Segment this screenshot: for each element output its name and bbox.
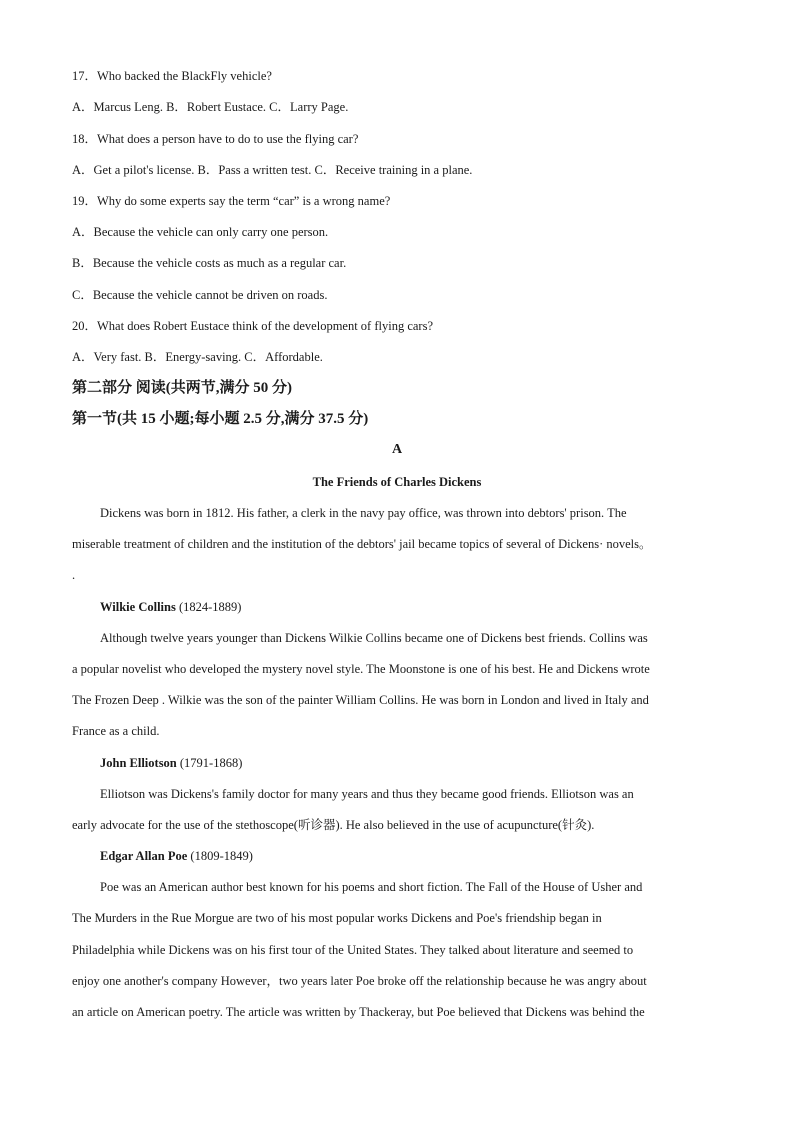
question-17-options: A．Marcus Leng. B．Robert Eustace. C．Larry Page. xyxy=(72,100,349,114)
collins-name: Wilkie Collins xyxy=(100,600,176,614)
question-17-stem: 17．Who backed the BlackFly vehicle? xyxy=(72,69,272,83)
poe-line-2: The Murders in the Rue Morgue are two of his most popular works Dickens and Poe's friendship began in xyxy=(72,911,602,925)
question-20-stem: 20．What does Robert Eustace think of the development of flying cars? xyxy=(72,319,434,333)
question-18-options: A．Get a pilot's license. B．Pass a written test. C．Receive training in a plane. xyxy=(72,163,473,177)
elliotson-line-1: Elliotson was Dickens's family doctor for many years and thus they became good friends. Elliotson was an xyxy=(100,787,634,801)
subsection-heading: 第一节(共 15 小题;每小题 2.5 分,满分 37.5 分) xyxy=(72,411,369,427)
elliotson-name: John Elliotson xyxy=(100,756,177,770)
poe-years: (1809-1849) xyxy=(187,849,253,863)
poe-name: Edgar Allan Poe xyxy=(100,849,188,863)
poe-line-5: an article on American poetry. The article was written by Thackeray, but Poe believed that Dickens was behind the xyxy=(72,1005,645,1019)
intro-line-2: miserable treatment of children and the institution of the debtors' jail became topics of several of Dickens· novels。 xyxy=(72,537,652,551)
question-19-option-a: A．Because the vehicle can only carry one person. xyxy=(72,225,329,239)
elliotson-heading xyxy=(100,755,722,771)
part-heading: 第二部分 阅读(共两节,满分 50 分) xyxy=(72,380,292,396)
passage-letter: A xyxy=(391,442,403,457)
question-19-option-c: C．Because the vehicle cannot be driven on roads. xyxy=(72,288,328,302)
intro-line-3: . xyxy=(72,568,76,582)
poe-heading xyxy=(100,848,722,864)
collins-line-2: a popular novelist who developed the mystery novel style. The Moonstone is one of his best. He and Dickens wrote xyxy=(72,662,650,676)
poe-line-3: Philadelphia while Dickens was on his first tour of the United States. They talked about literature and seemed to xyxy=(72,943,634,957)
collins-line-3: The Frozen Deep . Wilkie was the son of the painter William Collins. He was born in London and lived in Italy and xyxy=(72,693,649,707)
elliotson-years: (1791-1868) xyxy=(176,756,243,770)
poe-line-1: Poe was an American author best known for his poems and short fiction. The Fall of the House of Usher and xyxy=(100,880,643,894)
question-19-stem: 19．Why do some experts say the term “car” is a wrong name? xyxy=(72,194,391,208)
intro-line-1: Dickens was born in 1812. His father, a clerk in the navy pay office, was thrown into debtors' prison. The xyxy=(100,506,627,520)
passage-title: The Friends of Charles Dickens xyxy=(312,475,482,489)
question-18-stem: 18．What does a person have to do to use the flying car? xyxy=(72,132,359,146)
collins-line-1: Although twelve years younger than Dickens Wilkie Collins became one of Dickens best friends. Collins was xyxy=(100,631,648,645)
collins-heading xyxy=(100,599,722,615)
collins-line-4: France as a child. xyxy=(72,724,160,738)
question-20-options: A．Very fast. B．Energy-saving. C．Affordable. xyxy=(72,350,323,364)
question-19-option-b: B．Because the vehicle costs as much as a regular car. xyxy=(72,256,347,270)
elliotson-line-2: early advocate for the use of the stethoscope(听诊器). He also believed in the use of acupuncture(针灸). xyxy=(72,818,595,832)
poe-line-4: enjoy one another's company However，two years later Poe broke off the relationship because he was angry about xyxy=(72,974,647,988)
collins-years: (1824-1889) xyxy=(175,600,242,614)
